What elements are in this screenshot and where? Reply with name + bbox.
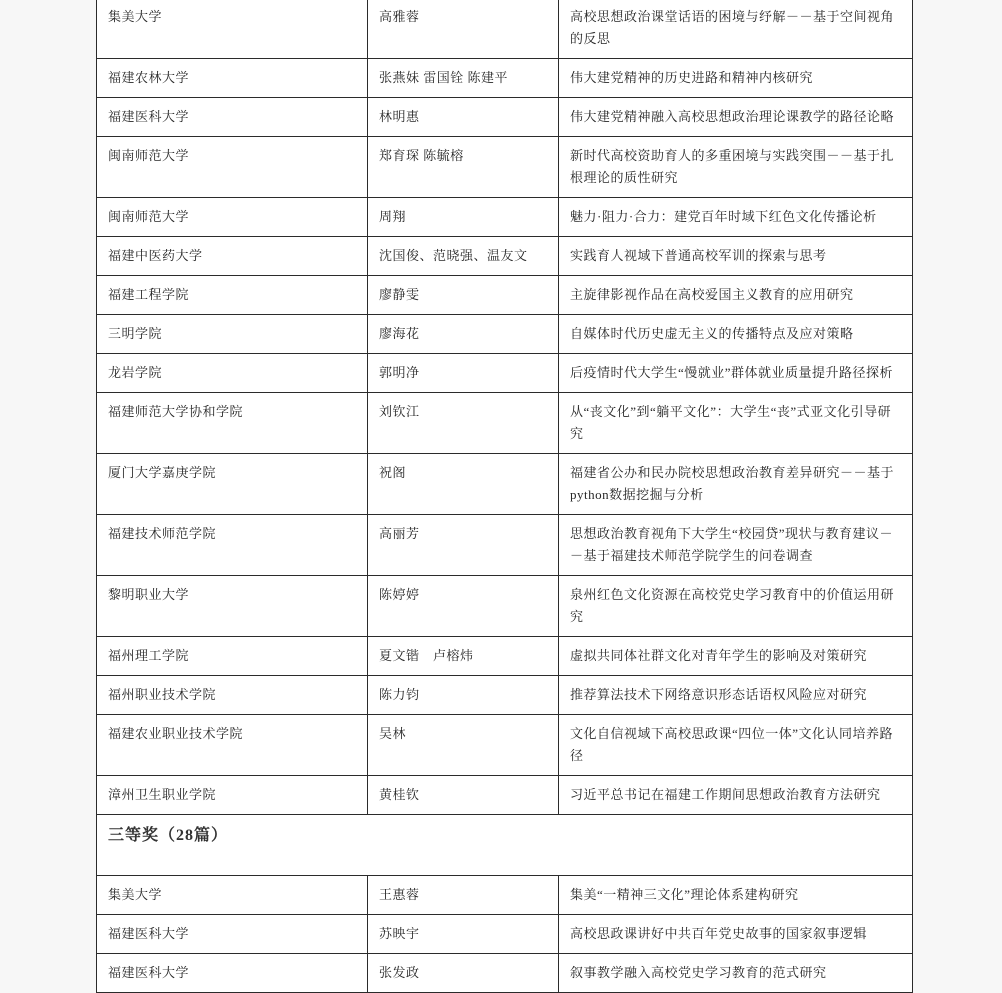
authors-cell: 刘钦江 bbox=[368, 393, 559, 454]
school-cell: 漳州卫生职业学院 bbox=[97, 776, 368, 815]
title-cell: 叙事教学融入高校党史学习教育的范式研究 bbox=[559, 954, 913, 993]
school-cell: 福建工程学院 bbox=[97, 276, 368, 315]
authors-cell: 陈婷婷 bbox=[368, 576, 559, 637]
title-cell: 思想政治教育视角下大学生“校园贷”现状与教育建议－－基于福建技术师范学院学生的问卷调查 bbox=[559, 515, 913, 576]
school-cell: 福建医科大学 bbox=[97, 954, 368, 993]
table-row bbox=[97, 276, 913, 315]
school-cell: 福建医科大学 bbox=[97, 98, 368, 137]
title-cell: 伟大建党精神融入高校思想政治理论课教学的路径论略 bbox=[559, 98, 913, 137]
title-cell: 伟大建党精神的历史进路和精神内核研究 bbox=[559, 59, 913, 98]
school-cell: 福州理工学院 bbox=[97, 637, 368, 676]
awards-table bbox=[96, 0, 913, 993]
title-cell: 从“丧文化”到“躺平文化”：大学生“丧”式亚文化引导研究 bbox=[559, 393, 913, 454]
title-cell: 虚拟共同体社群文化对青年学生的影响及对策研究 bbox=[559, 637, 913, 676]
school-cell: 福建医科大学 bbox=[97, 915, 368, 954]
table-row bbox=[97, 354, 913, 393]
table-row bbox=[97, 198, 913, 237]
table-row bbox=[97, 237, 913, 276]
table-row bbox=[97, 637, 913, 676]
school-cell: 集美大学 bbox=[97, 876, 368, 915]
school-cell: 福建农业职业技术学院 bbox=[97, 715, 368, 776]
title-cell: 高校思想政治课堂话语的困境与纾解－－基于空间视角的反思 bbox=[559, 0, 913, 59]
table-row bbox=[97, 137, 913, 198]
authors-cell: 周翔 bbox=[368, 198, 559, 237]
table-row bbox=[97, 454, 913, 515]
school-cell: 福建中医药大学 bbox=[97, 237, 368, 276]
authors-cell: 高雅蓉 bbox=[368, 0, 559, 59]
title-cell: 文化自信视域下高校思政课“四位一体”文化认同培养路径 bbox=[559, 715, 913, 776]
table-row bbox=[97, 576, 913, 637]
school-cell: 闽南师范大学 bbox=[97, 137, 368, 198]
table-row bbox=[97, 515, 913, 576]
title-cell: 推荐算法技术下网络意识形态话语权风险应对研究 bbox=[559, 676, 913, 715]
table-row bbox=[97, 393, 913, 454]
school-cell: 厦门大学嘉庚学院 bbox=[97, 454, 368, 515]
school-cell: 福州职业技术学院 bbox=[97, 676, 368, 715]
awards-table-body bbox=[97, 0, 913, 993]
section-header-row bbox=[97, 815, 913, 876]
school-cell: 三明学院 bbox=[97, 315, 368, 354]
school-cell: 闽南师范大学 bbox=[97, 198, 368, 237]
table-row bbox=[97, 315, 913, 354]
table-row bbox=[97, 676, 913, 715]
authors-cell: 黄桂钦 bbox=[368, 776, 559, 815]
table-row bbox=[97, 59, 913, 98]
authors-cell: 祝阁 bbox=[368, 454, 559, 515]
title-cell: 后疫情时代大学生“慢就业”群体就业质量提升路径探析 bbox=[559, 354, 913, 393]
title-cell: 主旋律影视作品在高校爱国主义教育的应用研究 bbox=[559, 276, 913, 315]
table-row bbox=[97, 876, 913, 915]
table-row bbox=[97, 954, 913, 993]
table-row bbox=[97, 0, 913, 59]
authors-cell: 张发政 bbox=[368, 954, 559, 993]
school-cell: 黎明职业大学 bbox=[97, 576, 368, 637]
authors-cell: 沈国俊、范晓强、温友文 bbox=[368, 237, 559, 276]
title-cell: 新时代高校资助育人的多重困境与实践突围－－基于扎根理论的质性研究 bbox=[559, 137, 913, 198]
school-cell: 龙岩学院 bbox=[97, 354, 368, 393]
school-cell: 福建技术师范学院 bbox=[97, 515, 368, 576]
authors-cell: 廖静雯 bbox=[368, 276, 559, 315]
authors-cell: 苏映宇 bbox=[368, 915, 559, 954]
title-cell: 福建省公办和民办院校思想政治教育差异研究－－基于python数据挖掘与分析 bbox=[559, 454, 913, 515]
school-cell: 福建师范大学协和学院 bbox=[97, 393, 368, 454]
authors-cell: 王惠蓉 bbox=[368, 876, 559, 915]
title-cell: 魅力·阻力·合力：建党百年时域下红色文化传播论析 bbox=[559, 198, 913, 237]
title-cell: 习近平总书记在福建工作期间思想政治教育方法研究 bbox=[559, 776, 913, 815]
table-row bbox=[97, 715, 913, 776]
authors-cell: 张燕妹 雷国铨 陈建平 bbox=[368, 59, 559, 98]
authors-cell: 郭明净 bbox=[368, 354, 559, 393]
title-cell: 高校思政课讲好中共百年党史故事的国家叙事逻辑 bbox=[559, 915, 913, 954]
table-row bbox=[97, 98, 913, 137]
school-cell: 集美大学 bbox=[97, 0, 368, 59]
table-row bbox=[97, 915, 913, 954]
table-row bbox=[97, 776, 913, 815]
authors-cell: 陈力钧 bbox=[368, 676, 559, 715]
authors-cell: 廖海花 bbox=[368, 315, 559, 354]
title-cell: 集美“一精神三文化”理论体系建构研究 bbox=[559, 876, 913, 915]
title-cell: 泉州红色文化资源在高校党史学习教育中的价值运用研究 bbox=[559, 576, 913, 637]
title-cell: 实践育人视域下普通高校军训的探索与思考 bbox=[559, 237, 913, 276]
title-cell: 自媒体时代历史虚无主义的传播特点及应对策略 bbox=[559, 315, 913, 354]
authors-cell: 高丽芳 bbox=[368, 515, 559, 576]
authors-cell: 郑育琛 陈毓榕 bbox=[368, 137, 559, 198]
school-cell: 福建农林大学 bbox=[97, 59, 368, 98]
authors-cell: 林明惠 bbox=[368, 98, 559, 137]
authors-cell: 吴林 bbox=[368, 715, 559, 776]
authors-cell: 夏文锴 卢榕炜 bbox=[368, 637, 559, 676]
section-header-label: 三等奖（28篇） bbox=[97, 815, 913, 876]
